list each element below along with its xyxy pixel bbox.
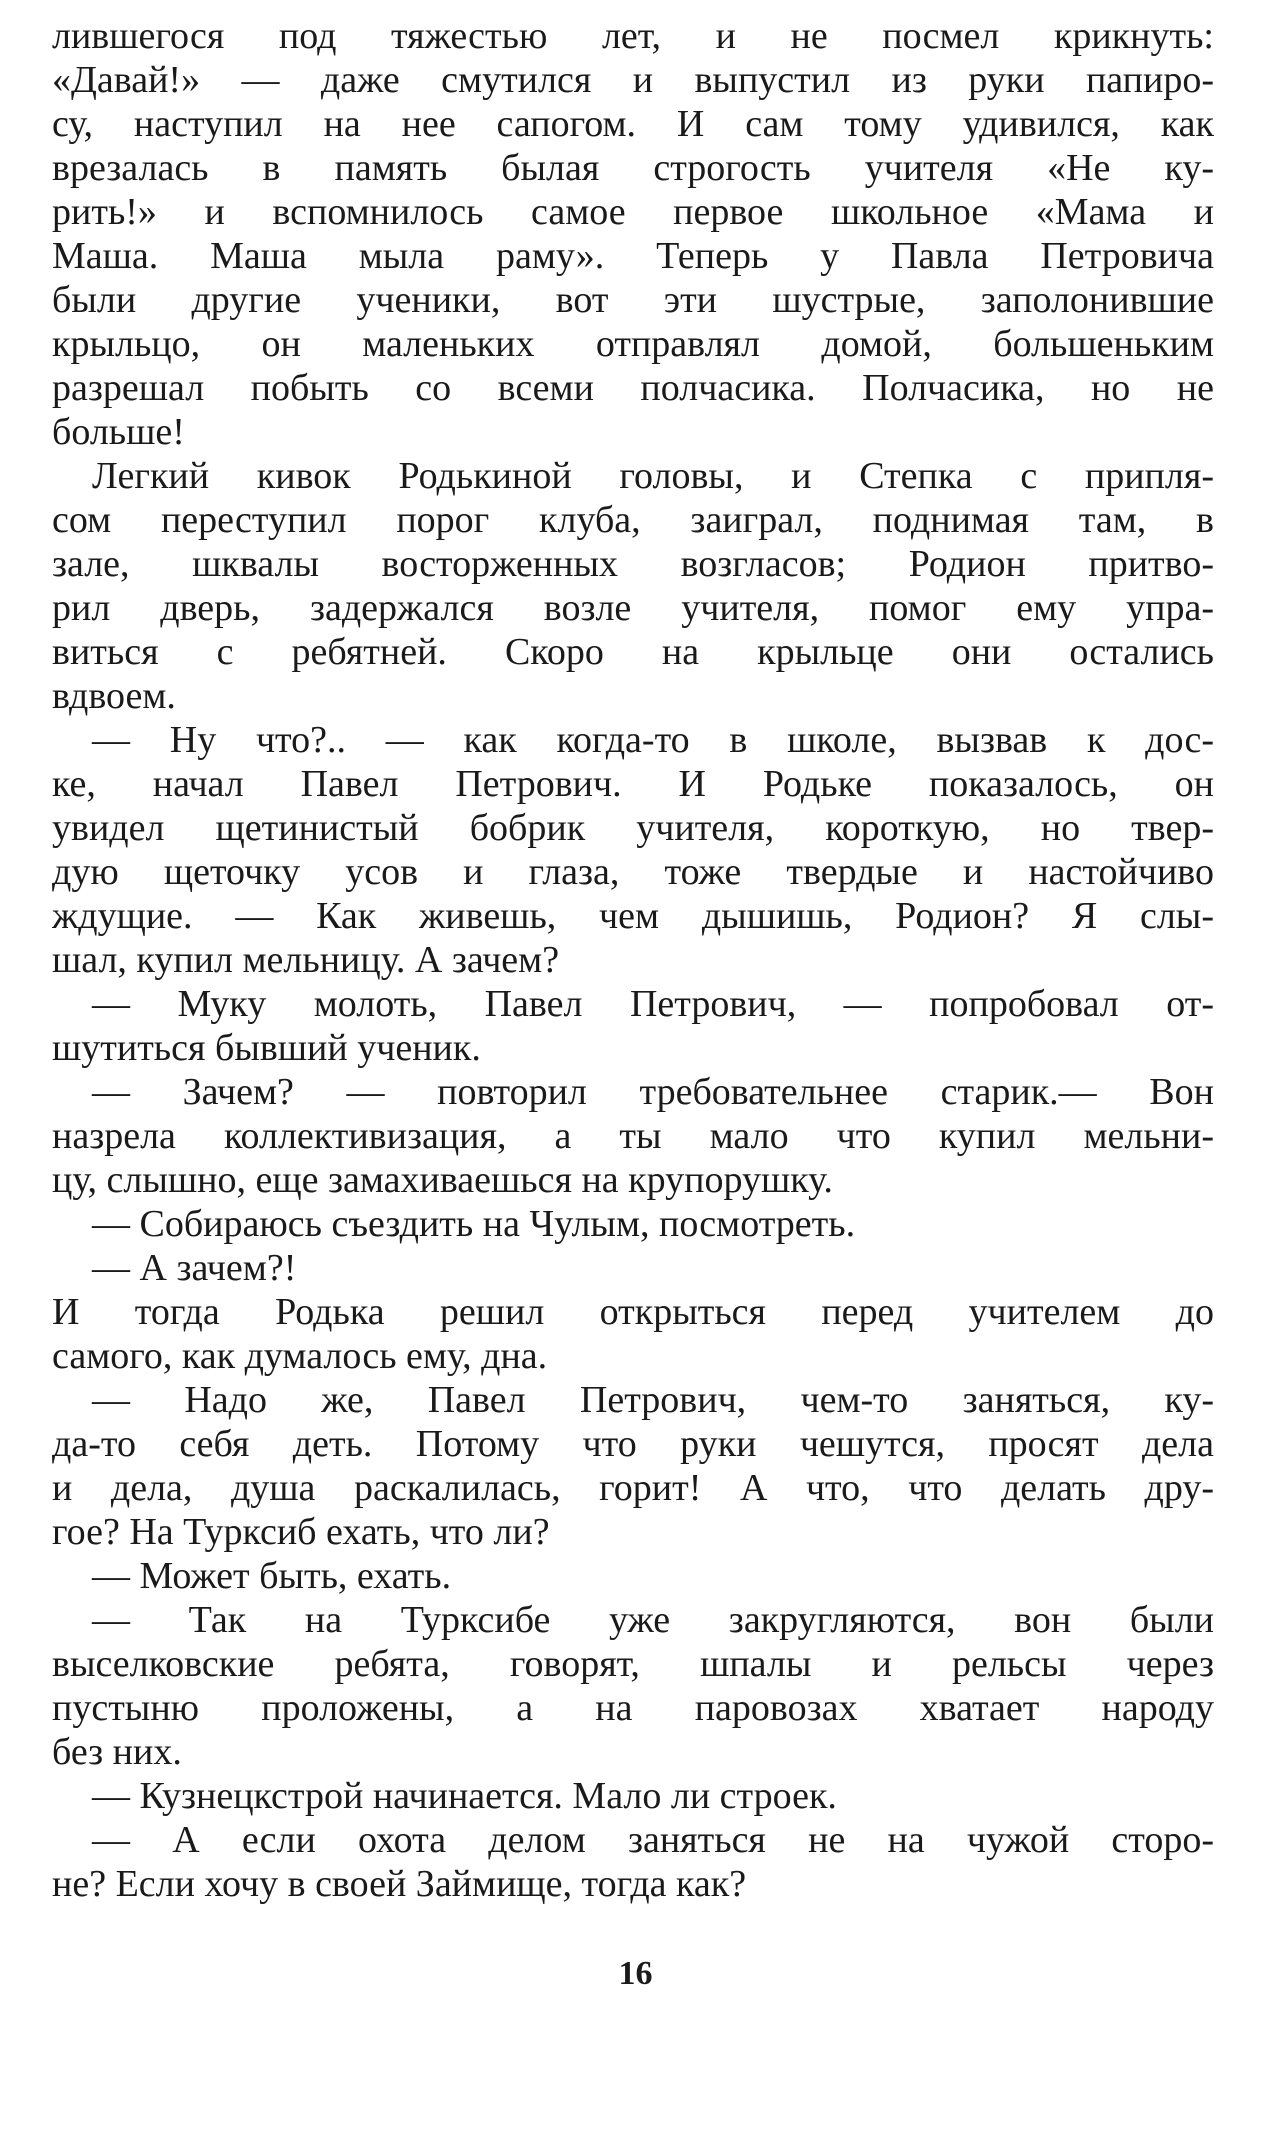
text-line: разрешал побыть со всеми полчасика. Полчасика, но не [52,367,1214,409]
text-line: увидел щетинистый бобрик учителя, короткую, но твер- [52,807,1214,849]
text-line: не? Если хочу в своей Займище, тогда как? [52,1863,747,1905]
text-line: да-то себя деть. Потому что руки чешутся, просят дела [52,1423,1214,1465]
text-line: — Кузнецкстрой начинается. Мало ли строек. [92,1775,837,1817]
text-line: — А если охота делом заняться не на чужой сторо- [92,1819,1214,1861]
text-line: «Давай!» — даже смутился и выпустил из руки папиро- [52,59,1214,101]
text-line: ке, начал Павел Петрович. И Родьке показалось, он [52,763,1214,805]
text-line: самого, как думалось ему, дна. [52,1335,548,1377]
text-line: — Собираюсь съездить на Чулым, посмотреть. [92,1203,856,1245]
text-line: шал, купил мельницу. А зачем? [52,939,560,981]
text-line: — Так на Турксибе уже закругляются, вон были [92,1599,1214,1641]
book-page-text [52,14,1214,1906]
text-line: цу, слышно, еще замахиваешься на крупорушку. [52,1159,833,1201]
text-line: зале, шквалы восторженных возгласов; Родион притво- [52,543,1214,585]
text-line: выселковские ребята, говорят, шпалы и рельсы через [52,1643,1214,1685]
text-line: пустыню проложены, а на паровозах хватает народу [52,1687,1214,1729]
text-line: — Ну что?.. — как когда-то в школе, вызвав к дос- [92,719,1214,761]
text-line: — Зачем? — повторил требовательнее старик.— Вон [92,1071,1214,1113]
text-line: Маша. Маша мыла раму». Теперь у Павла Петровича [52,235,1214,277]
text-line: — Надо же, Павел Петрович, чем-то заняться, ку- [92,1379,1214,1421]
text-line: су, наступил на нее сапогом. И сам тому удивился, как [52,103,1214,145]
text-line: рил дверь, задержался возле учителя, помог ему упра- [52,587,1214,629]
text-line: — Муку молоть, Павел Петрович, — попробовал от- [92,983,1214,1025]
text-line: ждущие. — Как живешь, чем дышишь, Родион? Я слы- [52,895,1214,937]
text-line: без них. [52,1731,182,1773]
text-line: были другие ученики, вот эти шустрые, заполонившие [52,279,1214,321]
text-line: Легкий кивок Родькиной головы, и Степка с припля- [92,455,1214,497]
text-line: рить!» и вспомнилось самое первое школьное «Мама и [52,191,1214,233]
text-line: лившегося под тяжестью лет, и не посмел крикнуть: [52,15,1214,57]
text-line: гое? На Турксиб ехать, что ли? [52,1511,550,1553]
text-line: — А зачем?! [92,1247,297,1289]
text-line: врезалась в память былая строгость учителя «Не ку- [52,147,1214,189]
text-line: и дела, душа раскалилась, горит! А что, что делать дру- [52,1467,1214,1509]
page-number: 16 [618,1955,653,1992]
text-line: назрела коллективизация, а ты мало что купил мельни- [52,1115,1214,1157]
text-line: сом переступил порог клуба, заиграл, поднимая там, в [52,499,1214,541]
text-line: И тогда Родька решил открыться перед учителем до [52,1291,1214,1333]
text-line: вдвоем. [52,675,176,717]
text-line: виться с ребятней. Скоро на крыльце они остались [52,631,1214,673]
text-line: крыльцо, он маленьких отправлял домой, большеньким [52,323,1214,365]
text-line: шутиться бывший ученик. [52,1027,481,1069]
text-line: — Может быть, ехать. [92,1555,452,1597]
text-line: больше! [52,411,185,453]
text-line: дую щеточку усов и глаза, тоже твердые и настойчиво [52,851,1214,893]
